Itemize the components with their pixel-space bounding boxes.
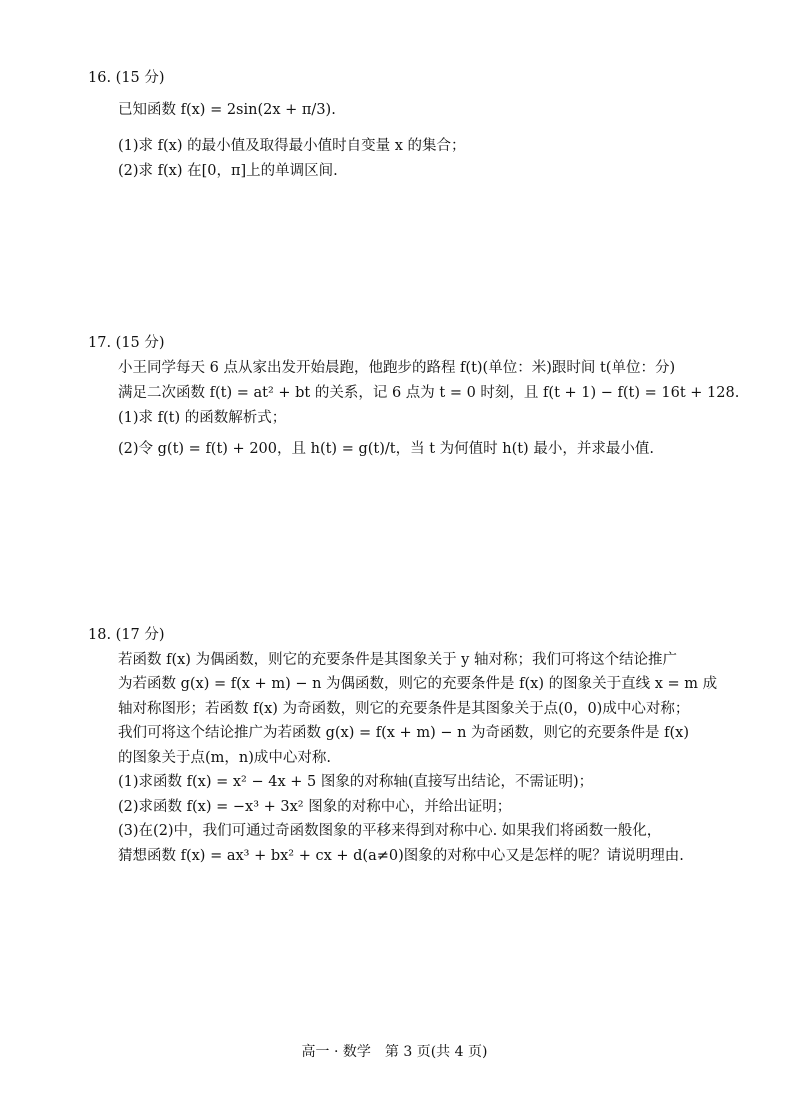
problem-line: 的图象关于点(m，n)成中心对称.: [118, 750, 332, 766]
problem-header: 18. (17 分): [88, 627, 165, 643]
problem-line: (2)求函数 f(x) = −x³ + 3x² 图象的对称中心，并给出证明；: [118, 799, 512, 815]
problem-line: 已知函数 f(x) = 2sin(2x + π/3).: [118, 102, 336, 118]
problem-line: (2)求 f(x) 在[0，π]上的单调区间.: [118, 163, 338, 179]
problem-line: 轴对称图形；若函数 f(x) 为奇函数，则它的充要条件是其图象关于点(0，0)成中心对称；: [118, 701, 690, 717]
problem-line: (3)在(2)中，我们可通过奇函数图象的平移来得到对称中心. 如果我们将函数一般化，: [118, 823, 662, 839]
problem-line: 为若函数 g(x) = f(x + m) − n 为偶函数，则它的充要条件是 f(x) 的图象关于直线 x = m 成: [118, 676, 718, 692]
problem-line: 小王同学每天 6 点从家出发开始晨跑，他跑步的路程 f(t)(单位：米)跟时间 t(单位：分): [118, 360, 676, 376]
page-footer: 高一 · 数学 第 3 页(共 4 页): [301, 1044, 488, 1060]
problem-line: 猜想函数 f(x) = ax³ + bx² + cx + d(a≠0)图象的对称中心又是怎样的呢？请说明理由.: [118, 848, 684, 864]
problem-line: (2)令 g(t) = f(t) + 200，且 h(t) = g(t)/t，当 t 为何值时 h(t) 最小，并求最小值.: [118, 441, 654, 457]
problem-header: 17. (15 分): [88, 335, 165, 351]
problem-line: (1)求 f(x) 的最小值及取得最小值时自变量 x 的集合；: [118, 138, 466, 154]
problem-line: 满足二次函数 f(t) = at² + bt 的关系，记 6 点为 t = 0 时刻，且 f(t + 1) − f(t) = 16t + 128.: [118, 385, 740, 401]
problem-header: 16. (15 分): [88, 70, 165, 86]
problem-line: 若函数 f(x) 为偶函数，则它的充要条件是其图象关于 y 轴对称；我们可将这个结论推广: [118, 652, 677, 668]
problem-line: (1)求 f(t) 的函数解析式；: [118, 410, 287, 426]
problem-line: 我们可将这个结论推广为若函数 g(x) = f(x + m) − n 为奇函数，则它的充要条件是 f(x): [118, 725, 690, 741]
problem-line: (1)求函数 f(x) = x² − 4x + 5 图象的对称轴(直接写出结论，不需证明)；: [118, 774, 594, 790]
